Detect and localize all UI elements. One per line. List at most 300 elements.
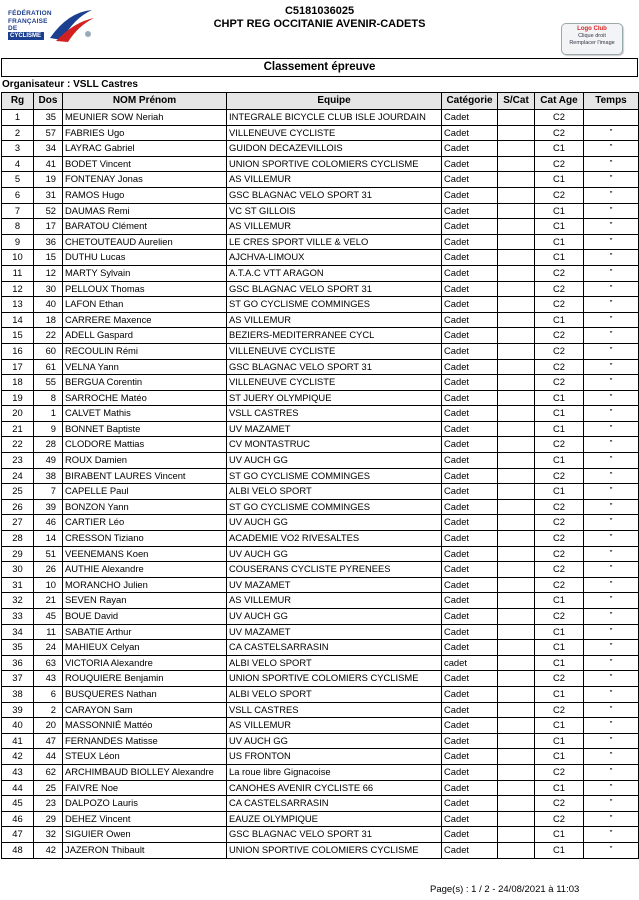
table-row <box>2 453 639 469</box>
event-title: CHPT REG OCCITANIE AVENIR-CADETS <box>213 18 426 30</box>
cell-name: ROUQUIERE Benjamin <box>63 671 227 687</box>
cell-team: ACADEMIE VO2 RIVESALTES <box>227 531 442 547</box>
cell-subcategory <box>498 640 535 656</box>
table-row <box>2 780 639 796</box>
table-row <box>2 421 639 437</box>
cell-name: ADELL Gaspard <box>63 328 227 344</box>
cell-name: CLODORE Mattias <box>63 437 227 453</box>
cell-name: MAHIEUX Celyan <box>63 640 227 656</box>
cell-team: VSLL CASTRES <box>227 702 442 718</box>
cell-subcategory <box>498 110 535 126</box>
cell-bib: 8 <box>34 390 63 406</box>
cell-team: COUSERANS CYCLISTE PYRENEES <box>227 562 442 578</box>
cell-team: AJCHVA-LIMOUX <box>227 250 442 266</box>
cell-time: " <box>584 702 639 718</box>
cell-bib: 1 <box>34 406 63 422</box>
cell-time: " <box>584 375 639 391</box>
cell-rank: 13 <box>2 297 34 313</box>
cell-name: VELNA Yann <box>63 359 227 375</box>
cell-subcategory <box>498 609 535 625</box>
cell-subcategory <box>498 219 535 235</box>
cell-team: GSC BLAGNAC VELO SPORT 31 <box>227 359 442 375</box>
cell-subcategory <box>498 499 535 515</box>
cell-rank: 28 <box>2 531 34 547</box>
cell-category: Cadet <box>442 328 498 344</box>
cell-age-category: C2 <box>535 562 584 578</box>
cell-rank: 17 <box>2 359 34 375</box>
cell-time: " <box>584 733 639 749</box>
cell-category: Cadet <box>442 827 498 843</box>
cell-bib: 12 <box>34 265 63 281</box>
cell-name: SIGUIER Owen <box>63 827 227 843</box>
cell-age-category: C1 <box>535 250 584 266</box>
cell-rank: 23 <box>2 453 34 469</box>
cell-team: GSC BLAGNAC VELO SPORT 31 <box>227 281 442 297</box>
cell-bib: 45 <box>34 609 63 625</box>
page-footer: Page(s) : 1 / 2 - 24/08/2021 à 11:03 <box>430 884 580 895</box>
cell-name: MARTY Sylvain <box>63 265 227 281</box>
cell-team: UNION SPORTIVE COLOMIERS CYCLISME <box>227 156 442 172</box>
cell-time: " <box>584 437 639 453</box>
cell-rank: 14 <box>2 312 34 328</box>
cell-rank: 46 <box>2 811 34 827</box>
cell-name: VICTORIA Alexandre <box>63 655 227 671</box>
cell-subcategory <box>498 250 535 266</box>
ffc-line1: FÉDÉRATION <box>8 10 52 17</box>
cell-bib: 14 <box>34 531 63 547</box>
cell-bib: 34 <box>34 141 63 157</box>
cell-age-category: C2 <box>535 265 584 281</box>
cell-team: AS VILLEMUR <box>227 172 442 188</box>
cell-time: " <box>584 671 639 687</box>
cell-team: GUIDON DECAZEVILLOIS <box>227 141 442 157</box>
cell-category: Cadet <box>442 811 498 827</box>
cell-age-category: C1 <box>535 234 584 250</box>
cell-time: " <box>584 780 639 796</box>
cell-category: Cadet <box>442 468 498 484</box>
cell-name: BOUE David <box>63 609 227 625</box>
cell-subcategory <box>498 312 535 328</box>
cell-category: cadet <box>442 655 498 671</box>
cell-rank: 12 <box>2 281 34 297</box>
cell-time: " <box>584 827 639 843</box>
cell-rank: 1 <box>2 110 34 126</box>
cell-category: Cadet <box>442 203 498 219</box>
cell-team: UV AUCH GG <box>227 453 442 469</box>
cell-bib: 38 <box>34 468 63 484</box>
cell-bib: 39 <box>34 499 63 515</box>
cell-team: GSC BLAGNAC VELO SPORT 31 <box>227 187 442 203</box>
cell-category: Cadet <box>442 359 498 375</box>
table-row <box>2 203 639 219</box>
cell-bib: 42 <box>34 842 63 858</box>
cell-category: Cadet <box>442 686 498 702</box>
cell-rank: 37 <box>2 671 34 687</box>
cell-age-category: C1 <box>535 718 584 734</box>
cell-subcategory <box>498 437 535 453</box>
cell-category: Cadet <box>442 406 498 422</box>
cell-team: EAUZE OLYMPIQUE <box>227 811 442 827</box>
table-row <box>2 156 639 172</box>
cell-age-category: C2 <box>535 671 584 687</box>
ffc-line3: DE <box>8 25 18 32</box>
cell-age-category: C2 <box>535 281 584 297</box>
cell-subcategory <box>498 484 535 500</box>
cell-subcategory <box>498 842 535 858</box>
cell-rank: 43 <box>2 764 34 780</box>
cell-age-category: C2 <box>535 110 584 126</box>
cell-bib: 7 <box>34 484 63 500</box>
cell-name: FERNANDES Matisse <box>63 733 227 749</box>
cell-name: FONTENAY Jonas <box>63 172 227 188</box>
cell-age-category: C1 <box>535 203 584 219</box>
cell-category: Cadet <box>442 219 498 235</box>
cell-category: Cadet <box>442 499 498 515</box>
table-row <box>2 484 639 500</box>
cell-name: AUTHIE Alexandre <box>63 562 227 578</box>
cell-bib: 6 <box>34 686 63 702</box>
cell-subcategory <box>498 375 535 391</box>
cell-rank: 5 <box>2 172 34 188</box>
cell-rank: 2 <box>2 125 34 141</box>
cell-team: UV AUCH GG <box>227 733 442 749</box>
table-row <box>2 624 639 640</box>
cell-age-category: C2 <box>535 328 584 344</box>
cell-team: ALBI VELO SPORT <box>227 484 442 500</box>
cell-category: Cadet <box>442 764 498 780</box>
cell-rank: 42 <box>2 749 34 765</box>
cell-category: Cadet <box>442 297 498 313</box>
cell-category: Cadet <box>442 577 498 593</box>
cell-subcategory <box>498 577 535 593</box>
cell-time: " <box>584 718 639 734</box>
cell-time: " <box>584 203 639 219</box>
cell-team: VSLL CASTRES <box>227 406 442 422</box>
cell-category: Cadet <box>442 640 498 656</box>
cell-category: Cadet <box>442 593 498 609</box>
col-category: Catégorie <box>442 93 498 110</box>
cell-age-category: C2 <box>535 702 584 718</box>
cell-bib: 55 <box>34 375 63 391</box>
cell-name: BIRABENT LAURES Vincent <box>63 468 227 484</box>
cell-time: " <box>584 141 639 157</box>
cell-time: " <box>584 343 639 359</box>
cell-category: Cadet <box>442 546 498 562</box>
cell-age-category: C1 <box>535 219 584 235</box>
page-title: Classement épreuve <box>1 58 638 77</box>
cell-bib: 40 <box>34 297 63 313</box>
cell-name: FABRIES Ugo <box>63 125 227 141</box>
table-row <box>2 531 639 547</box>
cell-rank: 27 <box>2 515 34 531</box>
cell-subcategory <box>498 827 535 843</box>
cell-time: " <box>584 219 639 235</box>
cell-category: Cadet <box>442 390 498 406</box>
cell-time: " <box>584 686 639 702</box>
cell-bib: 52 <box>34 203 63 219</box>
table-row <box>2 718 639 734</box>
cell-subcategory <box>498 515 535 531</box>
table-row <box>2 842 639 858</box>
cell-time: " <box>584 577 639 593</box>
table-row <box>2 593 639 609</box>
cell-team: CANOHES AVENIR CYCLISTE 66 <box>227 780 442 796</box>
cell-age-category: C2 <box>535 375 584 391</box>
cell-category: Cadet <box>442 250 498 266</box>
table-row <box>2 515 639 531</box>
cell-subcategory <box>498 234 535 250</box>
cell-subcategory <box>498 764 535 780</box>
cell-bib: 11 <box>34 624 63 640</box>
results-table <box>1 92 639 859</box>
cell-time: " <box>584 811 639 827</box>
cell-team: AS VILLEMUR <box>227 718 442 734</box>
cell-subcategory <box>498 203 535 219</box>
cell-team: AS VILLEMUR <box>227 593 442 609</box>
cell-name: CALVET Mathis <box>63 406 227 422</box>
cell-age-category: C2 <box>535 468 584 484</box>
cell-subcategory <box>498 718 535 734</box>
cell-team: AS VILLEMUR <box>227 312 442 328</box>
table-row <box>2 219 639 235</box>
table-row <box>2 375 639 391</box>
cell-time: " <box>584 655 639 671</box>
cell-age-category: C1 <box>535 827 584 843</box>
cell-category: Cadet <box>442 842 498 858</box>
cell-name: RECOULIN Rémi <box>63 343 227 359</box>
table-row <box>2 187 639 203</box>
cell-team: ST GO CYCLISME COMMINGES <box>227 499 442 515</box>
col-name: NOM Prénom <box>63 93 227 110</box>
cell-subcategory <box>498 172 535 188</box>
cell-rank: 34 <box>2 624 34 640</box>
cell-name: BARATOU Clément <box>63 219 227 235</box>
table-row <box>2 281 639 297</box>
cell-age-category: C1 <box>535 421 584 437</box>
cell-category: Cadet <box>442 141 498 157</box>
cell-bib: 22 <box>34 328 63 344</box>
cell-category: Cadet <box>442 421 498 437</box>
cell-team: VILLENEUVE CYCLISTE <box>227 375 442 391</box>
cell-rank: 41 <box>2 733 34 749</box>
cell-team: UV MAZAMET <box>227 577 442 593</box>
cell-name: BUSQUERES Nathan <box>63 686 227 702</box>
cell-name: ROUX Damien <box>63 453 227 469</box>
table-row <box>2 827 639 843</box>
cell-rank: 36 <box>2 655 34 671</box>
table-row <box>2 265 639 281</box>
cell-age-category: C2 <box>535 187 584 203</box>
table-row <box>2 671 639 687</box>
cell-bib: 30 <box>34 281 63 297</box>
ffc-bar: CYCLISME <box>8 32 44 40</box>
cell-name: RAMOS Hugo <box>63 187 227 203</box>
cell-subcategory <box>498 281 535 297</box>
cell-rank: 32 <box>2 593 34 609</box>
cell-subcategory <box>498 624 535 640</box>
cell-age-category: C1 <box>535 406 584 422</box>
cell-time: " <box>584 593 639 609</box>
cell-name: BERGUA Corentin <box>63 375 227 391</box>
cell-bib: 17 <box>34 219 63 235</box>
cell-name: DUTHU Lucas <box>63 250 227 266</box>
club-logo-title: Logo Club <box>577 26 607 32</box>
cell-name: BONZON Yann <box>63 499 227 515</box>
cell-bib: 51 <box>34 546 63 562</box>
cell-subcategory <box>498 562 535 578</box>
cell-age-category: C2 <box>535 531 584 547</box>
col-bib: Dos <box>34 93 63 110</box>
cell-subcategory <box>498 655 535 671</box>
cell-name: CHETOUTEAUD Aurelien <box>63 234 227 250</box>
cell-name: PELLOUX Thomas <box>63 281 227 297</box>
cell-time: " <box>584 546 639 562</box>
cell-bib: 28 <box>34 437 63 453</box>
cell-team: UV MAZAMET <box>227 421 442 437</box>
cell-team: CA CASTELSARRASIN <box>227 796 442 812</box>
cell-team: La roue libre Gignacoise <box>227 764 442 780</box>
cell-name: ARCHIMBAUD BIOLLEY Alexandre <box>63 764 227 780</box>
cell-team: VILLENEUVE CYCLISTE <box>227 125 442 141</box>
cell-name: LAYRAC Gabriel <box>63 141 227 157</box>
cell-rank: 26 <box>2 499 34 515</box>
cell-time: " <box>584 531 639 547</box>
cell-time: " <box>584 156 639 172</box>
cell-rank: 3 <box>2 141 34 157</box>
cell-time: " <box>584 499 639 515</box>
cell-category: Cadet <box>442 671 498 687</box>
cell-bib: 57 <box>34 125 63 141</box>
cell-name: JAZERON Thibault <box>63 842 227 858</box>
table-row <box>2 125 639 141</box>
cell-bib: 2 <box>34 702 63 718</box>
cell-rank: 16 <box>2 343 34 359</box>
cell-bib: 10 <box>34 577 63 593</box>
table-row <box>2 250 639 266</box>
cell-bib: 41 <box>34 156 63 172</box>
cell-name: SEVEN Rayan <box>63 593 227 609</box>
cell-age-category: C1 <box>535 842 584 858</box>
cell-name: SABATIE Arthur <box>63 624 227 640</box>
cell-category: Cadet <box>442 453 498 469</box>
cell-category: Cadet <box>442 312 498 328</box>
cell-age-category: C1 <box>535 484 584 500</box>
table-row <box>2 655 639 671</box>
cell-name: CARAYON Sam <box>63 702 227 718</box>
cell-name: BONNET Baptiste <box>63 421 227 437</box>
cell-age-category: C2 <box>535 546 584 562</box>
cell-name: DALPOZO Lauris <box>63 796 227 812</box>
cell-rank: 18 <box>2 375 34 391</box>
table-row <box>2 577 639 593</box>
cell-age-category: C1 <box>535 780 584 796</box>
table-row <box>2 640 639 656</box>
cell-bib: 31 <box>34 187 63 203</box>
table-row <box>2 796 639 812</box>
cell-age-category: C1 <box>535 749 584 765</box>
cell-subcategory <box>498 328 535 344</box>
cell-age-category: C1 <box>535 686 584 702</box>
club-logo-line3: Remplacer l'image <box>569 40 615 46</box>
cell-category: Cadet <box>442 718 498 734</box>
cell-age-category: C2 <box>535 125 584 141</box>
cell-team: UV AUCH GG <box>227 515 442 531</box>
cell-bib: 44 <box>34 749 63 765</box>
cell-name: LAFON Ethan <box>63 297 227 313</box>
cell-rank: 4 <box>2 156 34 172</box>
cell-rank: 10 <box>2 250 34 266</box>
cell-time: " <box>584 390 639 406</box>
cell-team: VILLENEUVE CYCLISTE <box>227 343 442 359</box>
cell-subcategory <box>498 390 535 406</box>
cell-subcategory <box>498 531 535 547</box>
cell-age-category: C1 <box>535 733 584 749</box>
table-row <box>2 686 639 702</box>
cell-time: " <box>584 453 639 469</box>
cell-team: LE CRES SPORT VILLE & VELO <box>227 234 442 250</box>
cell-name: FAIVRE Noe <box>63 780 227 796</box>
cell-age-category: C1 <box>535 172 584 188</box>
table-row <box>2 312 639 328</box>
cell-rank: 40 <box>2 718 34 734</box>
table-row <box>2 359 639 375</box>
cell-subcategory <box>498 593 535 609</box>
cell-category: Cadet <box>442 265 498 281</box>
table-row <box>2 437 639 453</box>
cell-subcategory <box>498 749 535 765</box>
cell-subcategory <box>498 421 535 437</box>
cell-rank: 11 <box>2 265 34 281</box>
cell-category: Cadet <box>442 702 498 718</box>
cell-rank: 44 <box>2 780 34 796</box>
col-team: Equipe <box>227 93 442 110</box>
cell-rank: 39 <box>2 702 34 718</box>
cell-name: CRESSON Tiziano <box>63 531 227 547</box>
cell-bib: 19 <box>34 172 63 188</box>
cell-time: " <box>584 842 639 858</box>
cell-category: Cadet <box>442 562 498 578</box>
cell-team: BEZIERS-MEDITERRANEE CYCL <box>227 328 442 344</box>
cell-category: Cadet <box>442 609 498 625</box>
table-row <box>2 343 639 359</box>
cell-team: UV AUCH GG <box>227 546 442 562</box>
cell-bib: 20 <box>34 718 63 734</box>
cell-team: CA CASTELSARRASIN <box>227 640 442 656</box>
cell-team: AS VILLEMUR <box>227 219 442 235</box>
cell-time: " <box>584 359 639 375</box>
cell-team: US FRONTON <box>227 749 442 765</box>
cell-bib: 25 <box>34 780 63 796</box>
cell-age-category: C2 <box>535 609 584 625</box>
cell-bib: 46 <box>34 515 63 531</box>
cell-time: " <box>584 484 639 500</box>
cell-name: CARTIER Léo <box>63 515 227 531</box>
cell-age-category: C1 <box>535 655 584 671</box>
cell-bib: 26 <box>34 562 63 578</box>
cell-team: VC ST GILLOIS <box>227 203 442 219</box>
cell-bib: 23 <box>34 796 63 812</box>
cell-category: Cadet <box>442 484 498 500</box>
cell-age-category: C1 <box>535 453 584 469</box>
cell-subcategory <box>498 796 535 812</box>
cell-bib: 47 <box>34 733 63 749</box>
cell-name: VEENEMANS Koen <box>63 546 227 562</box>
cell-bib: 49 <box>34 453 63 469</box>
cell-age-category: C2 <box>535 811 584 827</box>
table-row <box>2 390 639 406</box>
cell-team: GSC BLAGNAC VELO SPORT 31 <box>227 827 442 843</box>
cell-team: ALBI VELO SPORT <box>227 686 442 702</box>
